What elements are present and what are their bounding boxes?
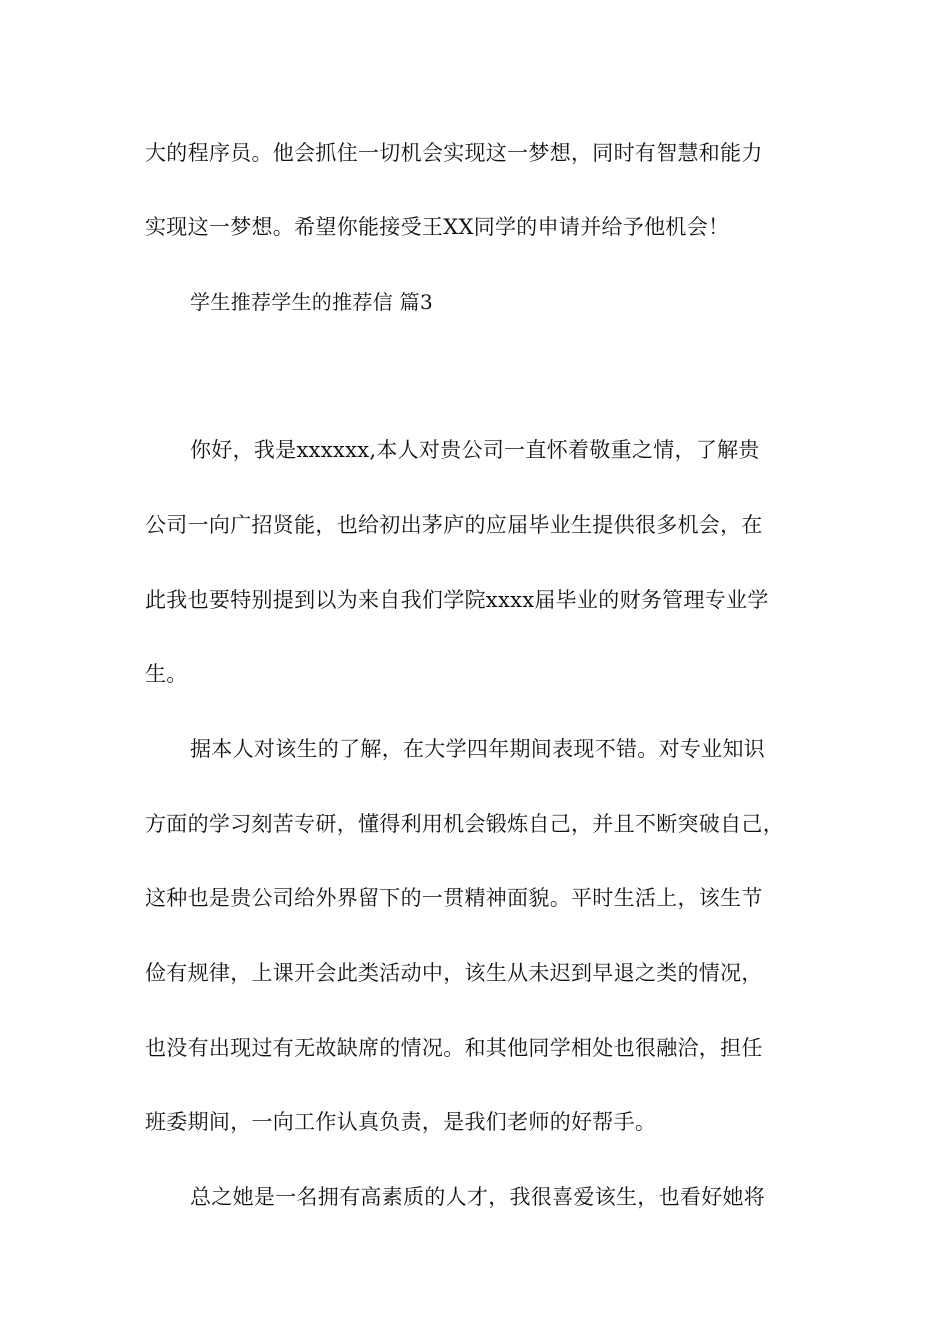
text-line: 实现这一梦想。希望你能接受王XX同学的申请并给予他机会！ [145,215,730,239]
text-line: 也没有出现过有无故缺席的情况。和其他同学相处也很融洽，担任 [145,1036,763,1060]
text-line: 班委期间，一向工作认真负责，是我们老师的好帮手。 [145,1110,657,1134]
text-line: 你好，我是xxxxxx,本人对贵公司一直怀着敬重之情，了解贵 [190,438,760,462]
text-line: 这种也是贵公司给外界留下的一贯精神面貌。平时生活上，该生节 [145,886,763,910]
text-line: 据本人对该生的了解，在大学四年期间表现不错。对专业知识 [190,737,766,761]
text-line: 大的程序员。他会抓住一切机会实现这一梦想，同时有智慧和能力 [145,141,763,165]
text-line: 公司一向广招贤能，也给初出茅庐的应届毕业生提供很多机会，在 [145,513,763,537]
section-heading: 学生推荐学生的推荐信 篇3 [190,290,433,314]
text-line: 方面的学习刻苦专研，懂得利用机会锻炼自己，并且不断突破自己， [145,812,784,836]
text-line: 俭有规律，上课开会此类活动中，该生从未迟到早退之类的情况， [145,961,763,985]
text-line: 生。 [145,662,188,686]
text-line: 总之她是一名拥有高素质的人才，我很喜爱该生，也看好她将 [190,1185,766,1209]
text-line: 此我也要特别提到以为来自我们学院xxxx届毕业的财务管理专业学 [145,588,769,612]
